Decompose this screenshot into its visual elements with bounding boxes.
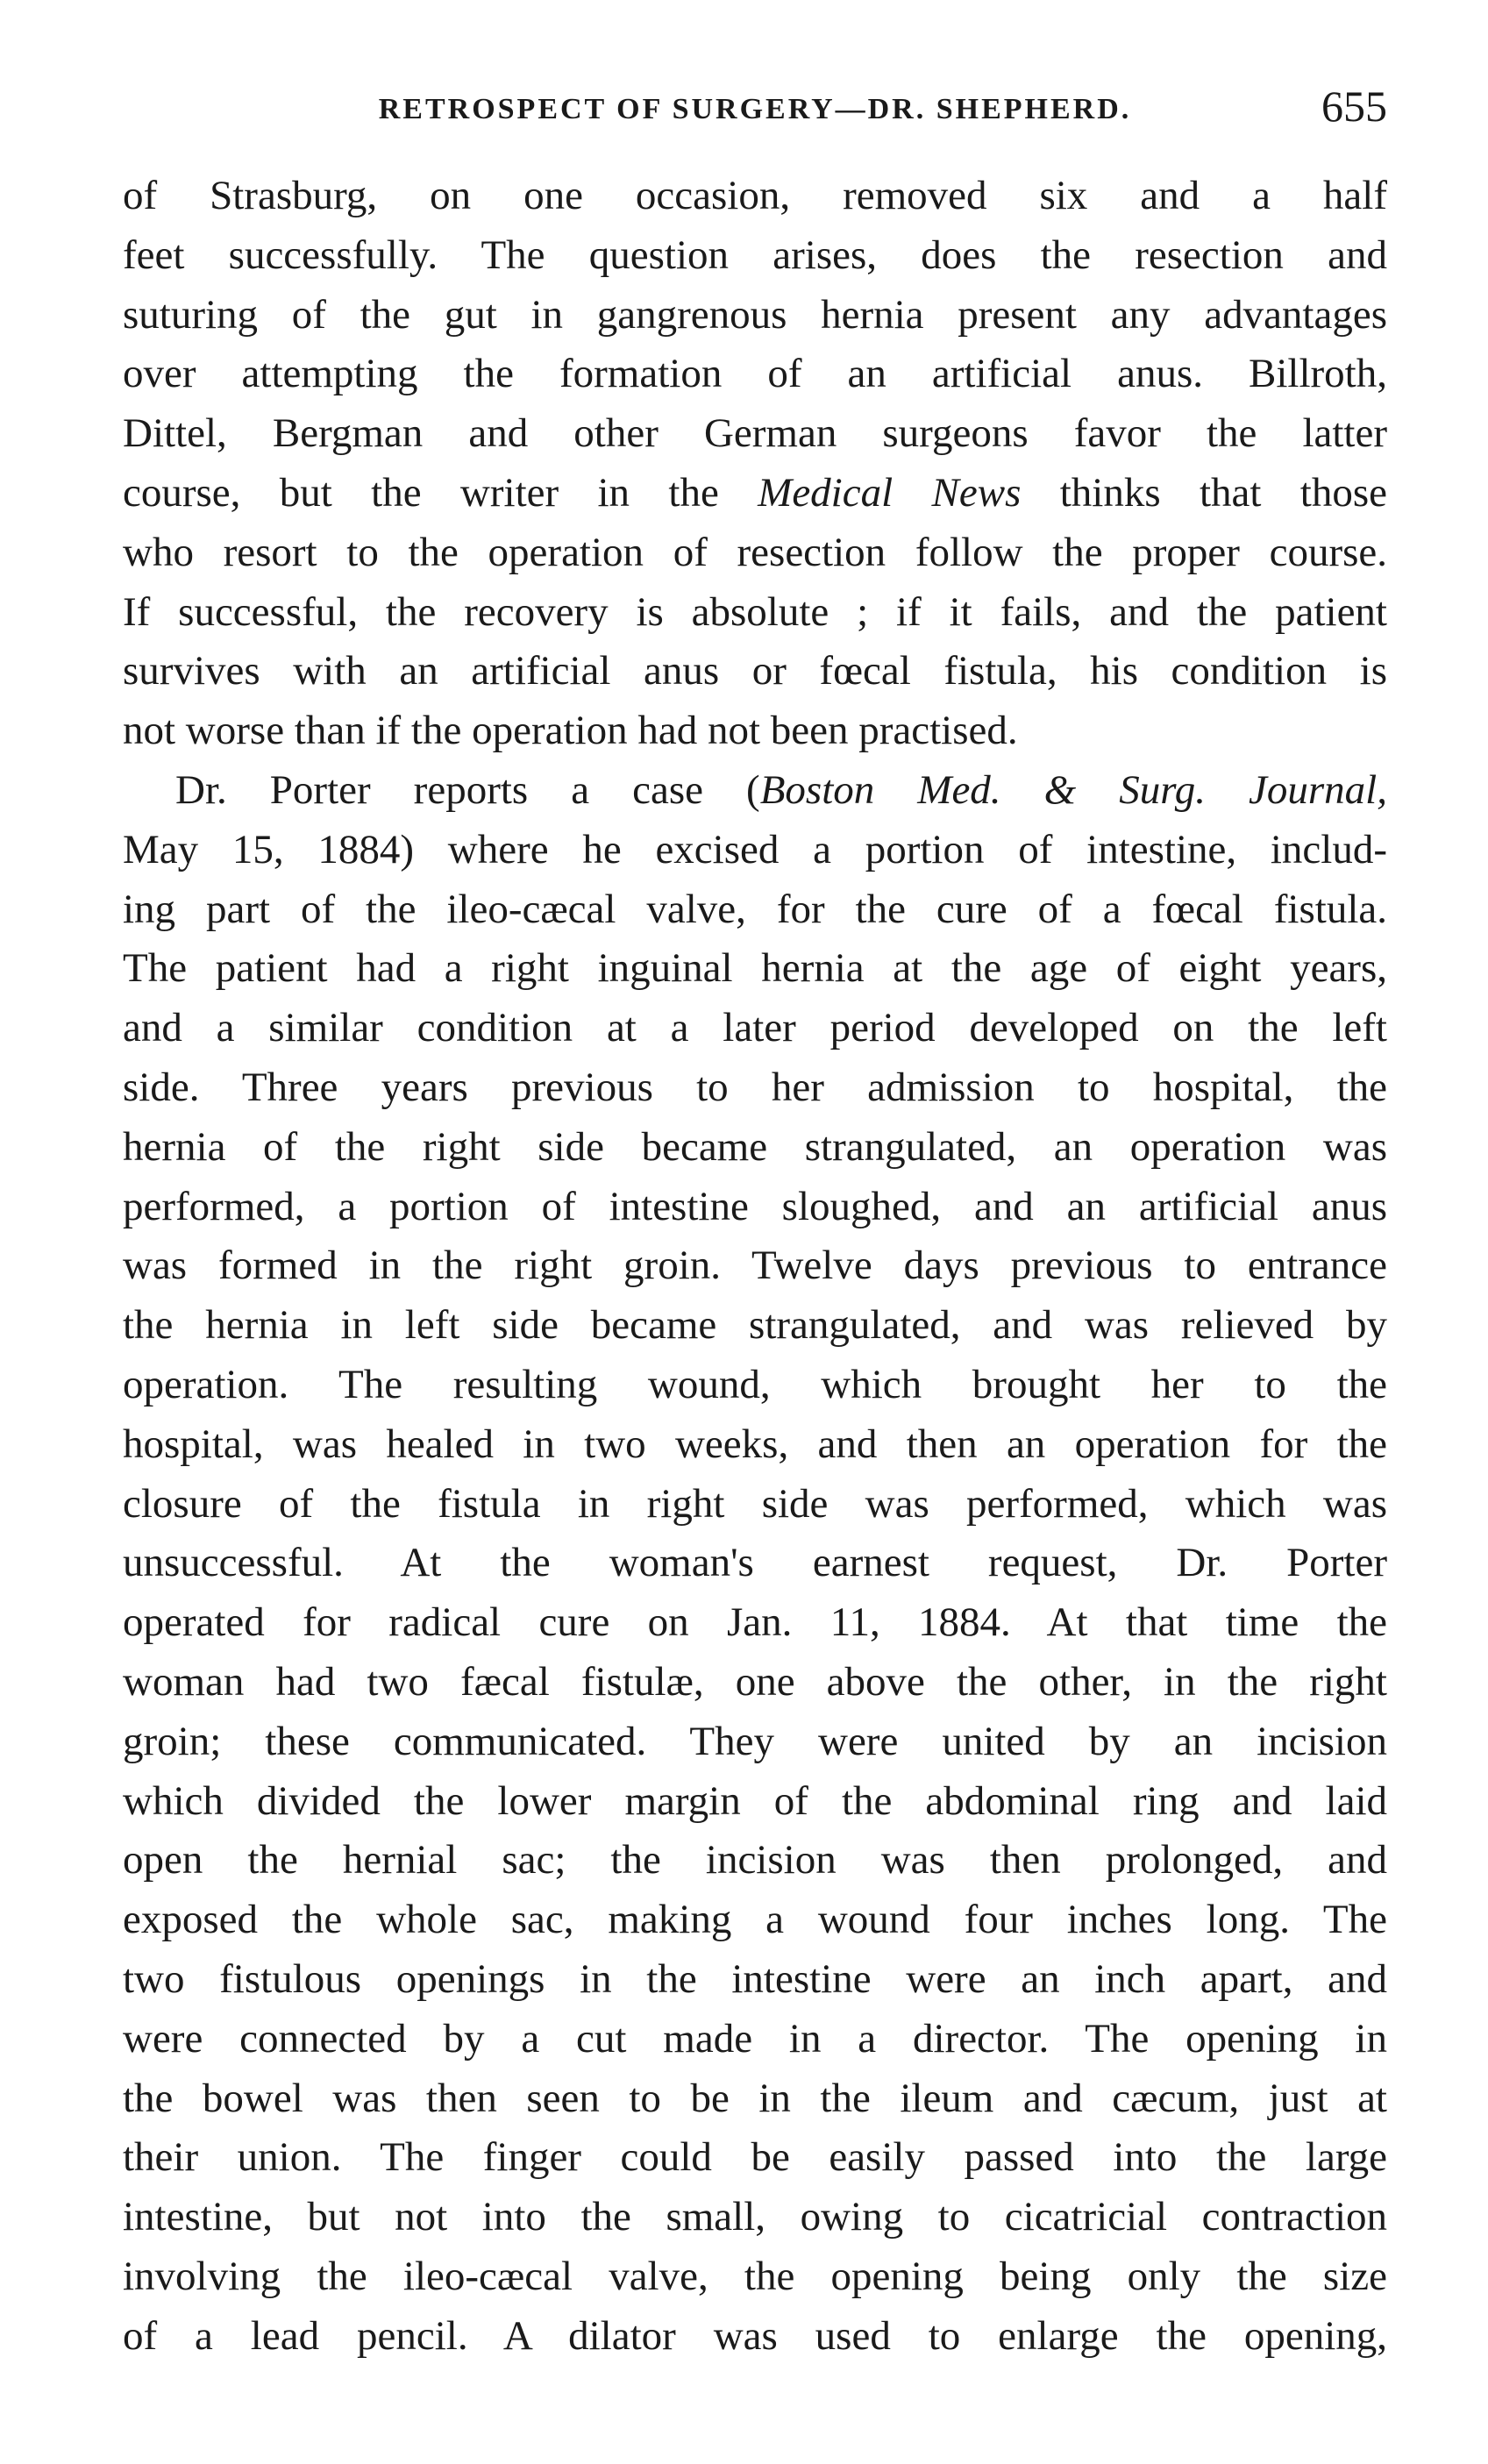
text-segment: suturing of the gut in gangrenous hernia present any advantages — [123, 291, 1387, 338]
text-segment: who resort to the operation of resection follow the proper course. — [123, 529, 1387, 575]
text-segment: which divided the lower margin of the abdominal ring and laid — [123, 1777, 1387, 1824]
text-segment: hospital, was healed in two weeks, and then an operation for the — [123, 1421, 1387, 1467]
text-segment: survives with an artificial anus or fœcal fistula, his condition is — [123, 648, 1387, 694]
text-segment: of a lead pencil. A dilator was used to enlarge the opening, — [123, 2312, 1387, 2359]
text-line — [123, 1058, 1387, 1118]
text-segment: not worse than if the operation had not been practised. — [123, 708, 1018, 754]
text-segment: performed, a portion of intestine sloughed, and an artificial anus — [123, 1183, 1387, 1229]
text-line — [123, 1772, 1387, 1832]
text-segment: operation. The resulting wound, which brought her to the — [123, 1361, 1387, 1407]
text-segment: The patient had a right inguinal hernia at the age of eight years, — [123, 945, 1387, 992]
text-segment: of Strasburg, on one occasion, removed six and a half — [123, 173, 1387, 218]
paragraph — [123, 761, 1387, 2367]
text-segment: unsuccessful. At the woman's earnest request, Dr. Porter — [123, 1540, 1387, 1586]
text-segment: the bowel was then seen to be in the ileum and cæcum, just at — [123, 2075, 1387, 2121]
text-segment: groin; these communicated. They were united by an incision — [123, 1718, 1387, 1764]
text-line — [123, 345, 1387, 404]
text-segment: hernia of the right side became strangulated, an operation was — [123, 1123, 1387, 1170]
text-segment: two fistulous openings in the intestine were an inch apart, and — [123, 1955, 1387, 2002]
page-number: 655 — [1321, 82, 1387, 131]
running-title: RETROSPECT OF SURGERY—DR. SHEPHERD. — [378, 93, 1132, 125]
text-line — [123, 1831, 1387, 1891]
text-segment: May 15, 1884) where he excised a portion of intestine, includ- — [123, 826, 1387, 872]
text-segment: was formed in the right groin. Twelve days previous to entrance — [123, 1243, 1387, 1289]
text-segment: exposed the whole sac, making a wound four inches long. The — [123, 1897, 1387, 1943]
text-line — [123, 1950, 1387, 2010]
text-line — [123, 642, 1387, 701]
text-line — [123, 1593, 1387, 1653]
text-line — [123, 1475, 1387, 1535]
text-line — [123, 1713, 1387, 1772]
text-line — [123, 1236, 1387, 1296]
text-line — [123, 1118, 1387, 1178]
text-segment: ing part of the ileo-cæcal valve, for the cure of a fœcal fistula. — [123, 886, 1387, 932]
text-segment: thinks that those — [1021, 469, 1387, 516]
text-segment: the hernia in left side became strangulated, and was relieved by — [123, 1302, 1387, 1349]
text-segment: operated for radical cure on Jan. 11, 1884. At that time the — [123, 1599, 1387, 1646]
text-line — [123, 167, 1387, 226]
text-segment: over attempting the formation of an artificial anus. Billroth, — [123, 351, 1387, 397]
text-segment: side. Three years previous to her admission to hospital, the — [123, 1064, 1387, 1110]
text-line — [123, 464, 1387, 523]
text-segment: If successful, the recovery is absolute ; if it fails, and the patient — [123, 588, 1387, 635]
body-text — [123, 167, 1387, 2366]
text-line — [123, 701, 1387, 761]
text-line — [123, 1356, 1387, 1415]
text-line — [123, 1415, 1387, 1475]
text-line — [123, 761, 1387, 821]
text-line — [123, 2069, 1387, 2129]
text-segment: woman had two fæcal fistulæ, one above the other, in the right — [123, 1658, 1387, 1705]
text-segment: open the hernial sac; the incision was then prolonged, and — [123, 1837, 1387, 1884]
text-segment: feet successfully. The question arises, does the resection and — [123, 231, 1387, 278]
text-line — [123, 821, 1387, 880]
text-segment: intestine, but not into the small, owing to cicatricial contraction — [123, 2194, 1387, 2240]
text-line — [123, 939, 1387, 999]
text-line — [123, 1534, 1387, 1593]
text-segment: course, but the writer in the — [123, 469, 758, 516]
text-line — [123, 2188, 1387, 2247]
text-segment: Dr. Porter reports a case ( — [175, 766, 760, 813]
text-segment: Dittel, Bergman and other German surgeons favor the latter — [123, 410, 1387, 457]
text-line — [123, 1891, 1387, 1950]
paragraph — [123, 167, 1387, 761]
text-line — [123, 1296, 1387, 1356]
text-line — [123, 523, 1387, 583]
text-segment: were connected by a cut made in a director. The opening in — [123, 2015, 1387, 2062]
text-line — [123, 286, 1387, 345]
text-line — [123, 404, 1387, 464]
text-line — [123, 1178, 1387, 1237]
text-line — [123, 2128, 1387, 2188]
text-segment: and a similar condition at a later period developed on the left — [123, 1005, 1387, 1051]
text-line — [123, 2010, 1387, 2069]
text-segment: their union. The finger could be easily passed into the large — [123, 2134, 1387, 2181]
text-line — [123, 999, 1387, 1058]
running-head — [123, 81, 1387, 151]
text-line — [123, 583, 1387, 643]
text-line — [123, 2247, 1387, 2307]
italic-text: Boston Med. & Surg. Journal, — [759, 766, 1387, 813]
text-line — [123, 226, 1387, 286]
text-line — [123, 1653, 1387, 1713]
text-segment: closure of the fistula in right side was performed, which was — [123, 1480, 1387, 1527]
text-segment: involving the ileo-cæcal valve, the opening being only the size — [123, 2253, 1387, 2299]
italic-text: Medical News — [758, 469, 1022, 516]
text-line — [123, 880, 1387, 940]
text-line — [123, 2307, 1387, 2367]
